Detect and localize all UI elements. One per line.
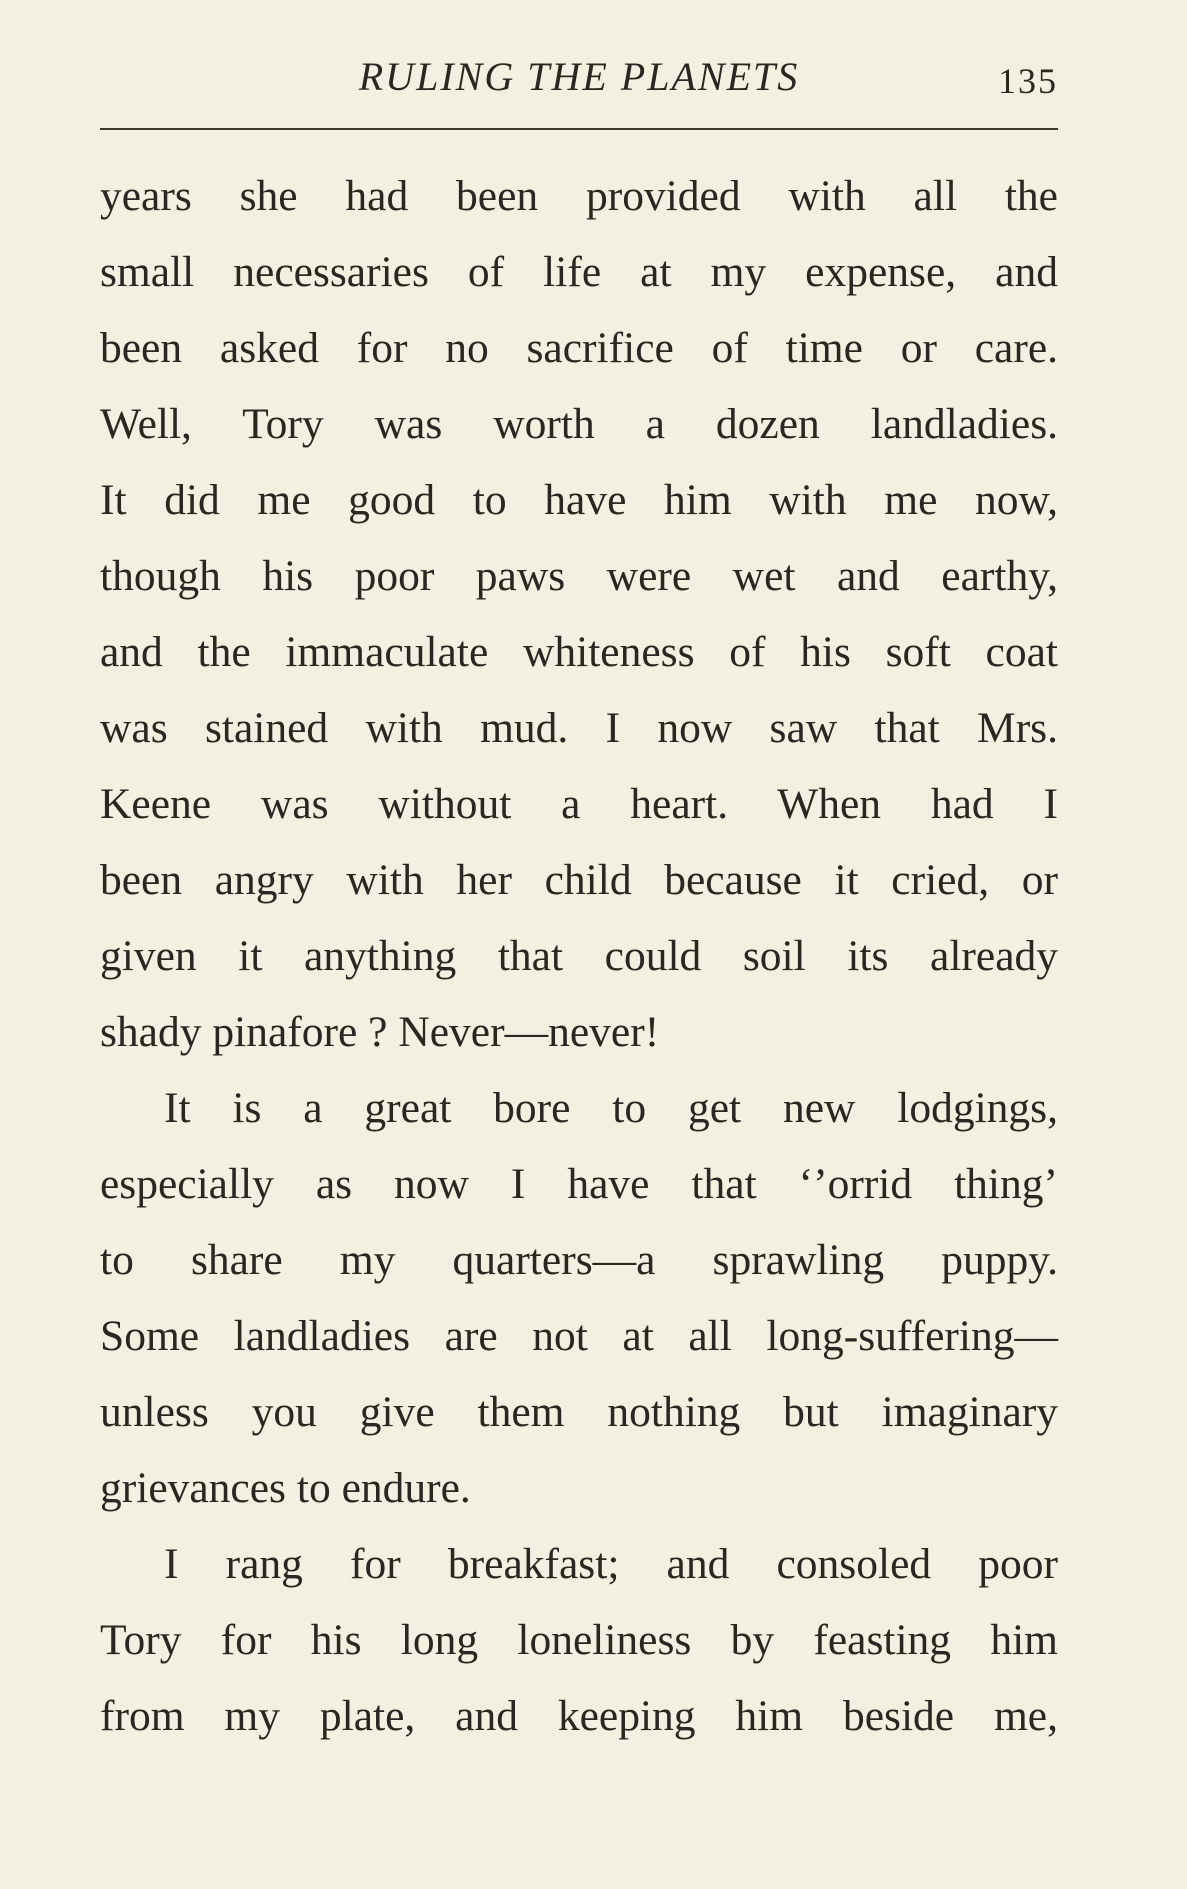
text-line: was stained with mud. I now saw that Mrs.	[100, 704, 1058, 752]
text-line: given it anything that could soil its already	[100, 932, 1058, 980]
page-number: 135	[998, 61, 1058, 101]
text-line: unless you give them nothing but imaginary	[100, 1388, 1058, 1436]
text-line: years she had been provided with all the	[100, 172, 1058, 220]
text-line: been angry with her child because it cried, or	[100, 856, 1058, 904]
text-line: Keene was without a heart. When had I	[100, 780, 1058, 828]
text-line: been asked for no sacrifice of time or care.	[100, 324, 1058, 372]
text-line: to share my quarters—a sprawling puppy.	[100, 1236, 1058, 1284]
text-line: small necessaries of life at my expense, and	[100, 248, 1058, 296]
text-line: I rang for breakfast; and consoled poor	[164, 1540, 1058, 1588]
text-line: especially as now I have that ‘’orrid thing’	[100, 1160, 1058, 1208]
body-text	[100, 158, 1058, 1754]
text-line: grievances to endure.	[100, 1464, 471, 1512]
text-line: It is a great bore to get new lodgings,	[164, 1084, 1058, 1132]
text-line: Well, Tory was worth a dozen landladies.	[100, 400, 1058, 448]
text-line: shady pinafore ? Never—never!	[100, 1008, 660, 1056]
text-line: though his poor paws were wet and earthy,	[100, 552, 1058, 600]
running-title: RULING THE PLANETS	[358, 54, 800, 99]
running-head	[100, 52, 1058, 102]
text-line: from my plate, and keeping him beside me,	[100, 1692, 1058, 1740]
text-line: Tory for his long loneliness by feasting him	[100, 1616, 1058, 1664]
text-line: and the immaculate whiteness of his soft coat	[100, 628, 1058, 676]
header-rule	[100, 128, 1058, 130]
text-line: Some landladies are not at all long-suffering—	[100, 1312, 1058, 1360]
text-line: It did me good to have him with me now,	[100, 476, 1058, 524]
